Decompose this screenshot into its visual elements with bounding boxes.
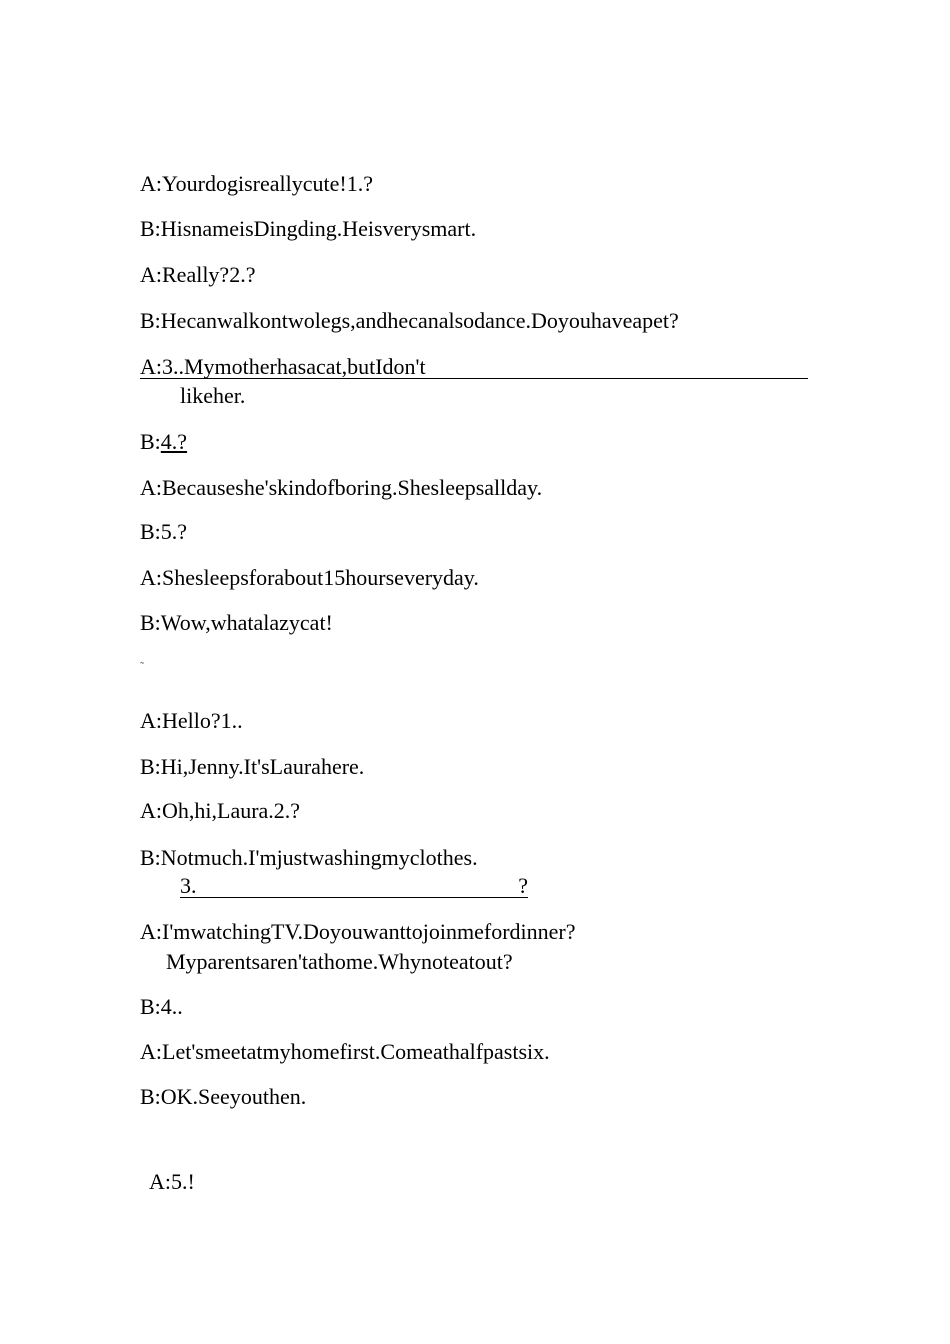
d2-line-5-cont: Myparentsaren'tathome.Whynoteatout? — [166, 949, 513, 974]
d2-line-8: B:OK.Seeyouthen. — [140, 1084, 307, 1109]
speaker-b: B: — [140, 429, 161, 454]
d1-line-3: A:Really?2.? — [140, 262, 256, 287]
d2-line-4: B:Notmuch.I'mjustwashingmyclothes. — [140, 845, 478, 870]
d1-line-1: A:Yourdogisreallycute!1.? — [140, 171, 373, 196]
d1-line-5: A:3..Mymotherhasacat,butIdon't — [140, 354, 426, 379]
d2-line-9: A:5.! — [149, 1169, 195, 1194]
d2-line-2: B:Hi,Jenny.It'sLaurahere. — [140, 754, 365, 779]
d1-line-10: B:Wow,whatalazycat! — [140, 610, 333, 635]
d1-line-2: B:HisnameisDingding.Heisverysmart. — [140, 216, 477, 241]
d1-line-7: A:Becauseshe'skindofboring.Shesleepsallday. — [140, 475, 543, 500]
d2-line-4-cont — [180, 875, 528, 898]
blank-4: 4.? — [160, 429, 188, 454]
d2-line-7: A:Let'smeetatmyhomefirst.Comeathalfpastsix. — [140, 1039, 550, 1064]
d1-line-6 — [140, 431, 187, 453]
d2-line-1: A:Hello?1.. — [140, 708, 243, 733]
answer-underline — [140, 378, 808, 379]
d1-line-5-cont: likeher. — [180, 383, 246, 408]
d2-line-5: A:I'mwatchingTV.Doyouwanttojoinmefordinner? — [140, 919, 576, 944]
blank-3-question-mark: ? — [518, 873, 528, 898]
blank-3-number: 3. — [180, 873, 197, 898]
d1-line-9: A:Shesleepsforabout15hourseveryday. — [140, 565, 479, 590]
d1-line-8: B:5.? — [140, 519, 188, 544]
d1-line-4: B:Hecanwalkontwolegs,andhecanalsodance.Doyouhaveapet? — [140, 308, 679, 333]
section-separator: ˜ — [140, 659, 144, 673]
d2-line-3: A:Oh,hi,Laura.2.? — [140, 798, 301, 823]
d2-line-6: B:4.. — [140, 994, 183, 1019]
blank-3 — [180, 875, 528, 898]
